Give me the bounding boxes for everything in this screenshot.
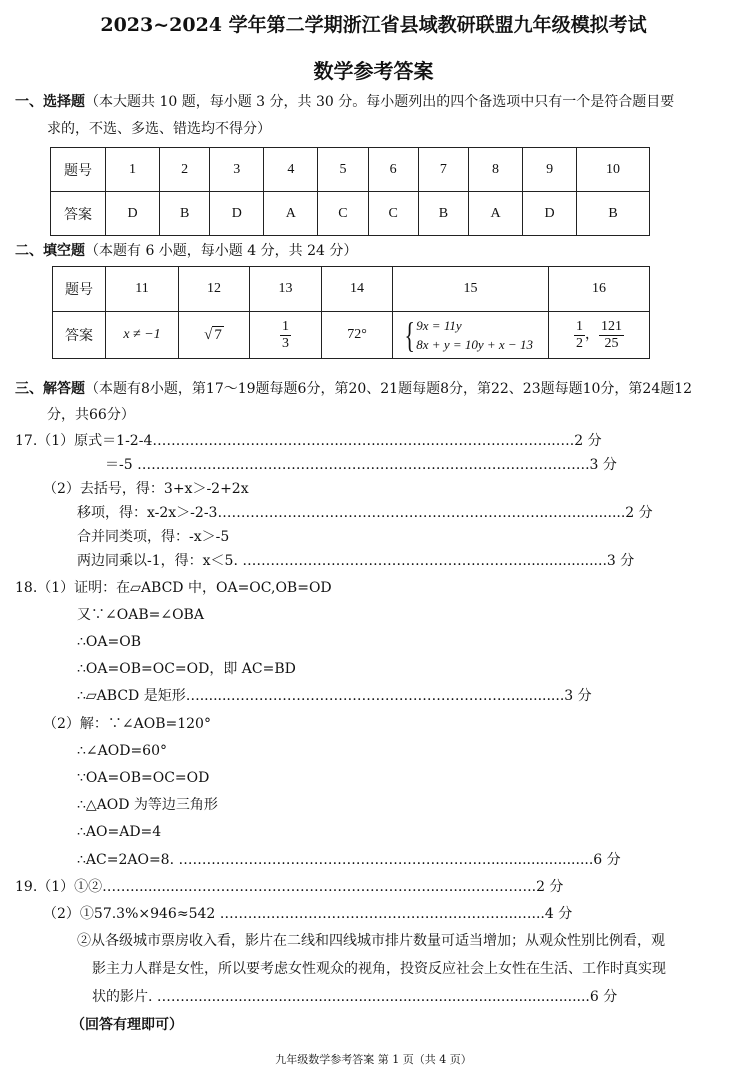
row-label: 答案 [53, 312, 106, 359]
equation-line-1: 9x = 11y [416, 318, 462, 333]
choice-answer: B [577, 192, 650, 236]
denominator: 25 [604, 335, 619, 351]
section1-heading: 一、选择题 [15, 94, 85, 110]
q19-note: （回答有理即可） [71, 1017, 183, 1033]
row-label: 题号 [53, 267, 106, 312]
radical-sign: √ [204, 326, 213, 343]
section2-header [15, 242, 357, 260]
row-label: 答案 [51, 192, 106, 236]
q17-line: 17.（1）原式＝1-2-4…………………………………...……...……...……………………...….2 分 [15, 433, 602, 449]
q18-line: ∴AO=AD=4 [77, 824, 162, 840]
square-root [204, 326, 224, 343]
choice-number: 5 [318, 148, 368, 192]
section3-note-line1: （本题有8小题，第17～19题每题6分，第20、21题每题8分，第22、23题每题10分，第24题12 [85, 381, 693, 397]
q18-line: 18.（1）证明：在▱ABCD 中，OA=OC,OB=OD [15, 580, 332, 596]
fraction [599, 319, 624, 352]
left-brace-icon: { [404, 315, 415, 355]
answer-15 [393, 312, 549, 359]
choice-number: 9 [523, 148, 577, 192]
fill-answer-table [52, 266, 650, 359]
q18-line: ∴△AOD 为等边三角形 [77, 797, 218, 813]
choice-number: 7 [418, 148, 468, 192]
q18-line: ∴▱ABCD 是矩形….......……………………………………………………............3 分 [77, 688, 592, 704]
numerator: 1 [282, 318, 289, 334]
choice-answer-table [50, 147, 650, 236]
q18-line: ∴AC=2AO=8. …………………………………………………………........................6 分 [77, 852, 621, 868]
answer-16 [549, 312, 650, 359]
section1-header [15, 93, 674, 111]
q17-line: 移项，得：x-2x＞-2-3……………………………………………………………..……...........2 分 [77, 505, 653, 521]
section3-heading: 三、解答题 [15, 381, 85, 397]
choice-number: 10 [577, 148, 650, 192]
equation-system [401, 316, 533, 354]
section2-heading: 二、填空题 [15, 243, 85, 259]
q18-line: 又∵∠OAB=∠OBA [77, 607, 204, 623]
section2-note: （本题有 6 小题，每小题 4 分，共 24 分） [85, 243, 358, 259]
document-title: 2023~2024 学年第二学期浙江省县域教研联盟九年级模拟考试 [100, 14, 647, 36]
fill-answer-row [53, 312, 650, 359]
fill-number: 14 [322, 267, 393, 312]
choice-number-row [51, 148, 650, 192]
fill-number: 12 [179, 267, 250, 312]
denominator: 2 [576, 335, 583, 351]
choice-answer: A [469, 192, 523, 236]
choice-answer: D [106, 192, 160, 236]
fill-number: 13 [250, 267, 322, 312]
q17-line: 两边同乘以-1，得：x＜5. ……………………………………………………...................3 分 [77, 553, 635, 569]
answer-separator: ， [585, 327, 599, 343]
answer-13 [250, 312, 322, 359]
section1-note-line2: 求的，不选、多选、错选均不得分） [47, 121, 271, 137]
radicand: 7 [214, 326, 222, 343]
denominator: 3 [282, 335, 289, 351]
choice-answer: C [318, 192, 368, 236]
choice-answer: D [523, 192, 577, 236]
section3-header [15, 380, 692, 398]
choice-answer: C [368, 192, 418, 236]
document-subtitle: 数学参考答案 [313, 59, 434, 83]
q19-line: 19.（1）①②…….............……………………………………………...…....…………..2 分 [15, 879, 564, 895]
fraction [574, 319, 585, 352]
choice-number: 6 [368, 148, 418, 192]
choice-number: 3 [210, 148, 264, 192]
q19-line: （2）①57.3%×946≈542 ……….……………………………………………...…...4 分 [43, 906, 573, 922]
choice-answer: D [210, 192, 264, 236]
q19-line: 状的影片. ……...........................................................................................6 分 [92, 989, 618, 1005]
fill-number: 11 [106, 267, 179, 312]
page-footer: 九年级数学参考答案 第 1 页（共 4 页） [275, 1053, 472, 1066]
answer-14: 72° [322, 312, 393, 359]
q17-line: 合并同类项，得：-x＞-5 [77, 529, 230, 545]
choice-number: 8 [469, 148, 523, 192]
row-label: 题号 [51, 148, 106, 192]
numerator: 121 [601, 318, 622, 334]
q18-line: ∴OA=OB=OC=OD，即 AC=BD [77, 661, 296, 677]
answer-12 [179, 312, 250, 359]
answer-11: x ≠ −1 [106, 312, 179, 359]
q19-line: ②从各级城市票房收入看，影片在二线和四线城市排片数量可适当增加；从观众性别比例看，观 [77, 933, 665, 949]
choice-answer: B [418, 192, 468, 236]
q18-line: ∴OA=OB [77, 634, 141, 650]
q19-line: 影主力人群是女性，所以要考虑女性观众的视角，投资反应社会上女性在生活、工作时真实现 [92, 961, 666, 977]
choice-answer: B [160, 192, 210, 236]
fill-number-row [53, 267, 650, 312]
choice-answer-row [51, 192, 650, 236]
q18-line: ∵OA=OB=OC=OD [77, 770, 210, 786]
q18-line: ∴∠AOD=60° [77, 743, 167, 759]
fill-number: 15 [393, 267, 549, 312]
q17-line: ＝-5 …………………………………………………………………………………….3 分 [105, 457, 617, 473]
numerator: 1 [576, 318, 583, 334]
section1-note-line1: （本大题共 10 题，每小题 3 分，共 30 分。每小题列出的四个备选项中只有一个是符合题目要 [85, 94, 675, 110]
choice-answer: A [264, 192, 318, 236]
equation-line-2: 8x + y = 10y + x − 13 [416, 337, 533, 352]
fraction [280, 319, 291, 352]
fill-number: 16 [549, 267, 650, 312]
choice-number: 1 [106, 148, 160, 192]
choice-number: 4 [264, 148, 318, 192]
q18-line: （2）解：∵∠AOB=120° [43, 716, 211, 732]
section3-note-line2: 分，共66分） [47, 407, 135, 423]
choice-number: 2 [160, 148, 210, 192]
q17-line: （2）去括号，得：3+x＞-2+2x [43, 481, 249, 497]
